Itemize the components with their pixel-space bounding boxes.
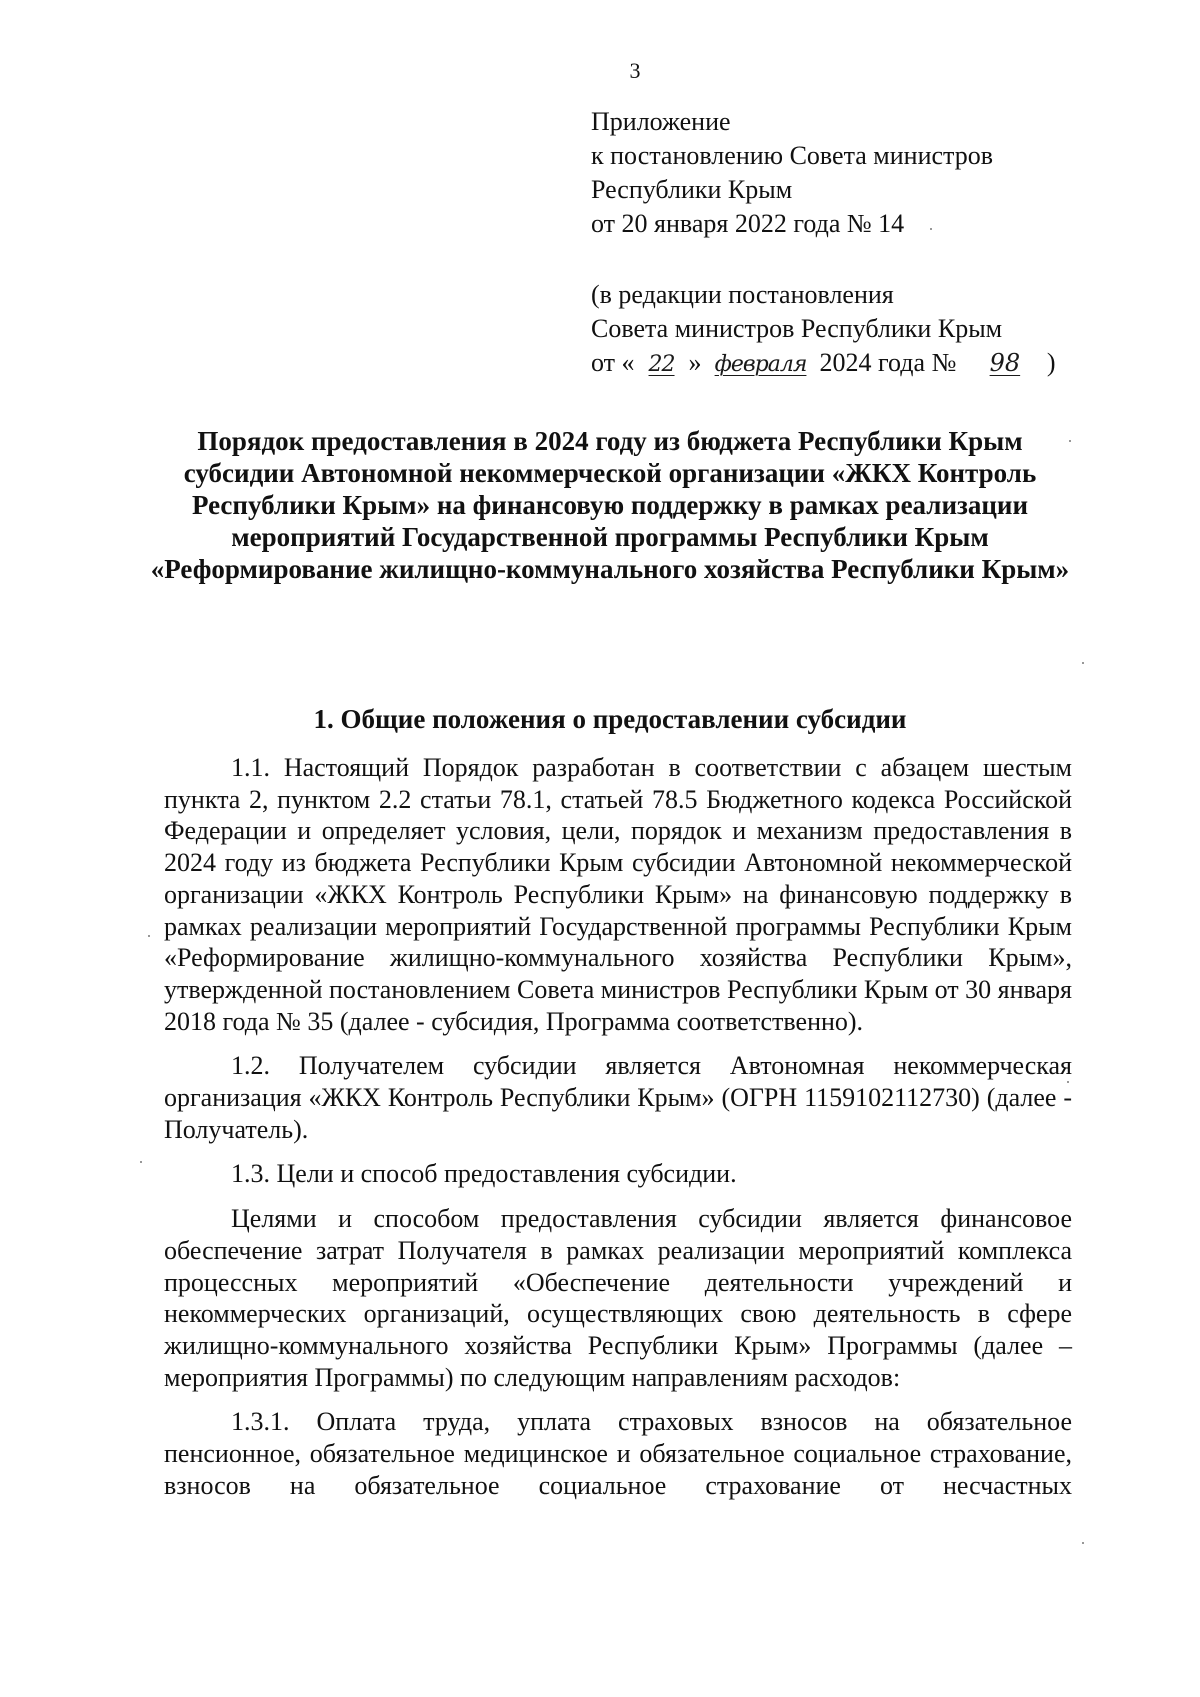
scan-speck (930, 228, 932, 230)
appendix-block (591, 105, 1056, 382)
edition-date-prefix: от « (591, 348, 635, 377)
section-heading: 1. Общие положения о предоставлении субсидии (313, 704, 907, 734)
appendix-line: Республики Крым (591, 175, 793, 204)
section-body (164, 752, 1072, 1514)
edition-line: (в редакции постановления (591, 280, 894, 309)
handwritten-day: 22 (648, 352, 675, 377)
edition-note (591, 278, 1056, 382)
edition-line: Совета министров Республики Крым (591, 314, 1003, 343)
appendix-line: к постановлению Совета министров (591, 141, 993, 170)
handwritten-month: февраля (714, 352, 807, 377)
edition-date-line (591, 346, 1056, 382)
document-title: Порядок предоставления в 2024 году из бюджета Республики Крым субсидии Автономной некоммерческой организации «ЖКХ Контроль Республики Крым» на финансовую поддержку в рамках реализации мероприятий Государственной программы Республики Крым «Реформирование жилищно-коммунального хозяйства Республики Крым» (150, 426, 1070, 584)
scan-speck (1082, 662, 1084, 664)
scan-speck (1082, 1542, 1084, 1544)
scan-speck (148, 935, 150, 937)
scan-speck (1067, 1081, 1069, 1083)
paragraph-1-3-goals: Целями и способом предоставления субсидии является финансовое обеспечение затрат Получателя в рамках реализации мероприятий комплекса процессных мероприятий «Обеспечение деятельности учреждений и некоммерческих организаций, осуществляющих свою деятельность в сфере жилищно-коммунального хозяйства Республики Крым» Программы (далее – мероприятия Программы) по следующим направлениям расходов: (164, 1204, 1072, 1392)
edition-quote-close: » (688, 348, 702, 377)
paragraph-1-3: 1.3. Цели и способ предоставления субсидии. (231, 1159, 737, 1189)
scan-speck (1069, 440, 1071, 442)
appendix-line: от 20 января 2022 года № 14 (591, 209, 905, 238)
page-number: 3 (629, 58, 641, 83)
handwritten-number: 98 (989, 349, 1021, 377)
paragraph-1-2: 1.2. Получателем субсидии является Автономная некоммерческая организация «ЖКХ Контроль Республики Крым» (ОГРН 1159102112730) (далее - Получатель). (164, 1051, 1072, 1144)
scan-speck (140, 1161, 142, 1163)
paragraph-1-3-1: 1.3.1. Оплата труда, уплата страховых взносов на обязательное пенсионное, обязательное медицинское и обязательное социальное страхование, взносов на обязательное социальное страхование от несчастных (164, 1407, 1072, 1500)
edition-closing: ) (1046, 348, 1056, 377)
edition-year-text: 2024 года № (819, 348, 957, 377)
paragraph-1-1: 1.1. Настоящий Порядок разработан в соответствии с абзацем шестым пункта 2, пунктом 2.2 статьи 78.1, статьей 78.5 Бюджетного кодекса Российской Федерации и определяет условия, цели, порядок и механизм предоставления в 2024 году из бюджета Республики Крым субсидии Автономной некоммерческой организации «ЖКХ Контроль Республики Крым» на финансовую поддержку в рамках реализации мероприятий Государственной программы Республики Крым «Реформирование жилищно-коммунального хозяйства Республики Крым», утвержденной постановлением Совета министров Республики Крым от 30 января 2018 года № 35 (далее - субсидия, Программа соответственно). (164, 753, 1072, 1036)
appendix-line: Приложение (591, 107, 731, 136)
